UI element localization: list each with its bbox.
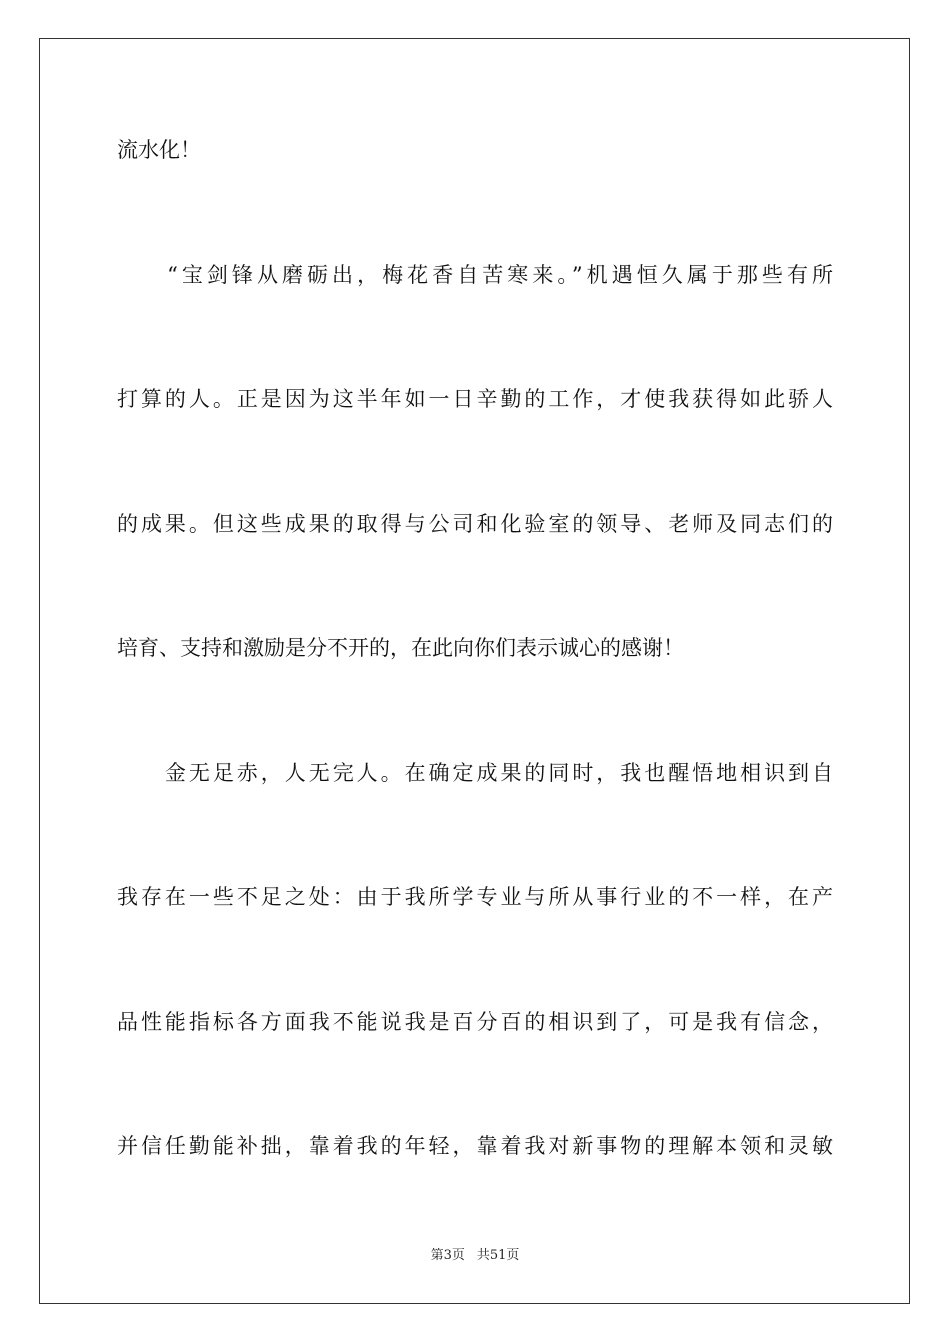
text-line: 培育、支持和激励是分不开的，在此向你们表示诚心的感谢！ [117, 636, 684, 660]
text-line: 品性能指标各方面我不能说我是百分百的相识到了，可是我有信念， [117, 1010, 833, 1034]
page-footer [0, 1247, 950, 1265]
text-line: 的成果。但这些成果的取得与公司和化验室的领导、老师及同志们的 [117, 512, 833, 536]
text-line: 并信任勤能补拙，靠着我的年轻，靠着我对新事物的理解本领和灵敏 [117, 1134, 833, 1158]
page-border [39, 38, 910, 1304]
text-line: 打算的人。正是因为这半年如一日辛勤的工作，才使我获得如此骄人 [117, 387, 833, 411]
text-line: 我存在一些不足之处：由于我所学专业与所从事行业的不一样，在产 [117, 885, 833, 909]
text-line: 流水化！ [117, 138, 201, 162]
page-total: 共51页 [476, 1248, 520, 1263]
text-line: “宝剑锋从磨砺出，梅花香自苦寒来。”机遇恒久属于那些有所 [117, 263, 833, 287]
page-number: 第3页 [430, 1248, 465, 1263]
text-line: 金无足赤，人无完人。在确定成果的同时，我也醒悟地相识到自 [117, 761, 833, 785]
